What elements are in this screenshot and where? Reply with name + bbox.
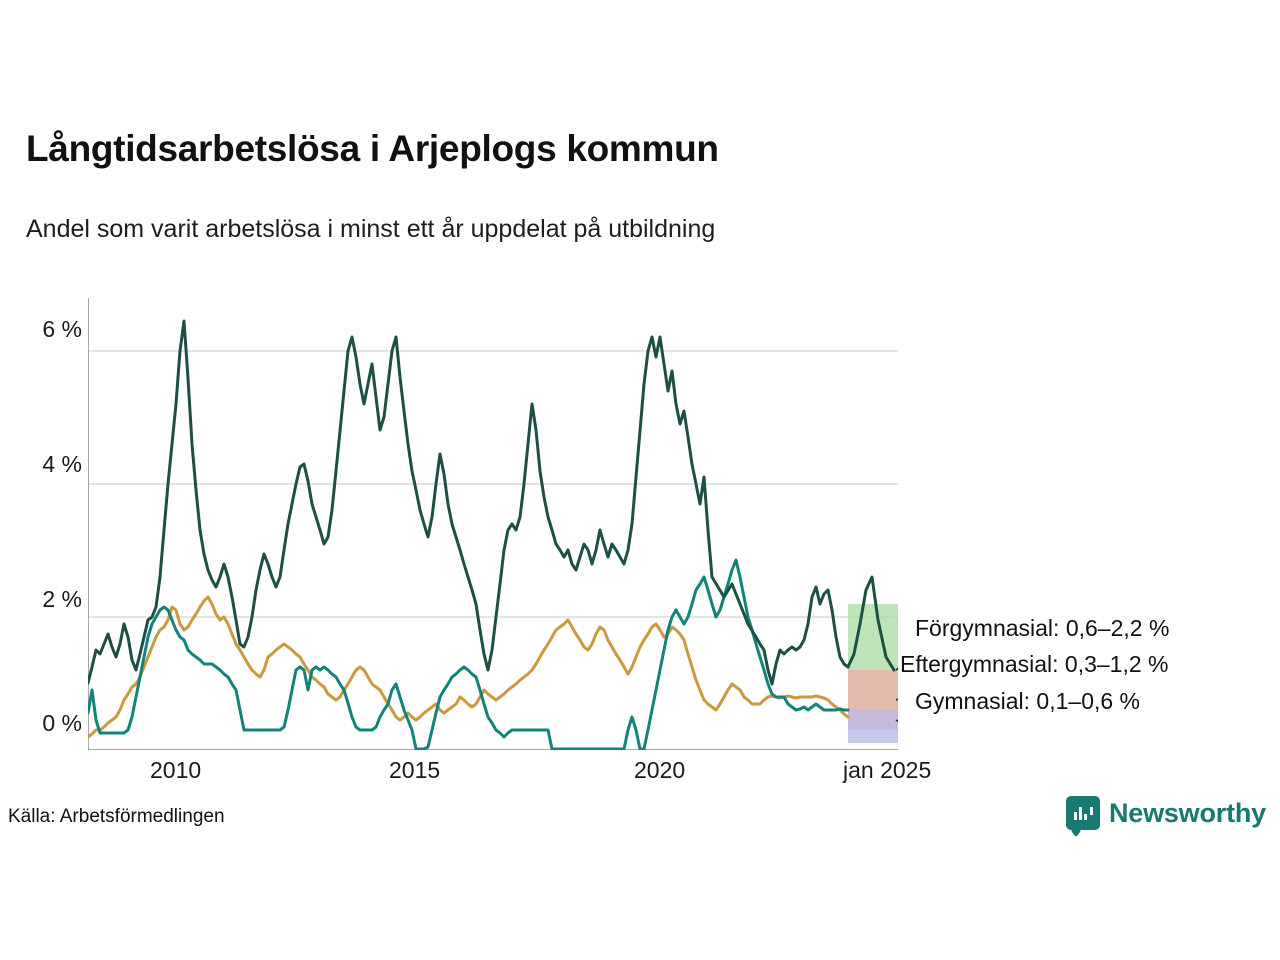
y-tick-label-0: 0 % [42, 710, 82, 736]
annotation-eftergymnasial: Eftergymnasial: 0,3–1,2 % [900, 651, 1169, 677]
page-title: Långtidsarbetslösa i Arjeplogs kommun [26, 128, 719, 169]
series-line-forgymnasial [88, 321, 848, 684]
line-chart-svg [88, 298, 898, 750]
annotation-forgymnasial: Förgymnasial: 0,6–2,2 % [915, 615, 1170, 641]
x-tick-label-2015: 2015 [389, 757, 441, 783]
brand-name: Newsworthy [1108, 797, 1266, 828]
gridlines [88, 298, 898, 750]
y-tick-label-4: 4 % [42, 451, 82, 477]
source-note: Källa: Arbetsförmedlingen [8, 806, 225, 827]
x-tick-label-2020: 2020 [634, 757, 686, 783]
x-tick-label-jan-2025: jan 2025 [843, 757, 932, 783]
annotation-gymnasial: Gymnasial: 0,1–0,6 % [915, 688, 1141, 714]
y-tick-label-6: 6 % [42, 316, 82, 342]
page-subtitle: Andel som varit arbetslösa i minst ett år uppdelat på utbildning [26, 215, 716, 243]
brand-logo [1066, 796, 1266, 830]
y-tick-label-2: 2 % [42, 586, 82, 612]
chart-container [0, 270, 1280, 790]
band-gymnasial [848, 710, 898, 743]
bar-chart-icon [1066, 796, 1100, 830]
forecast-bands [848, 604, 898, 743]
x-tick-label-2010: 2010 [150, 757, 202, 783]
